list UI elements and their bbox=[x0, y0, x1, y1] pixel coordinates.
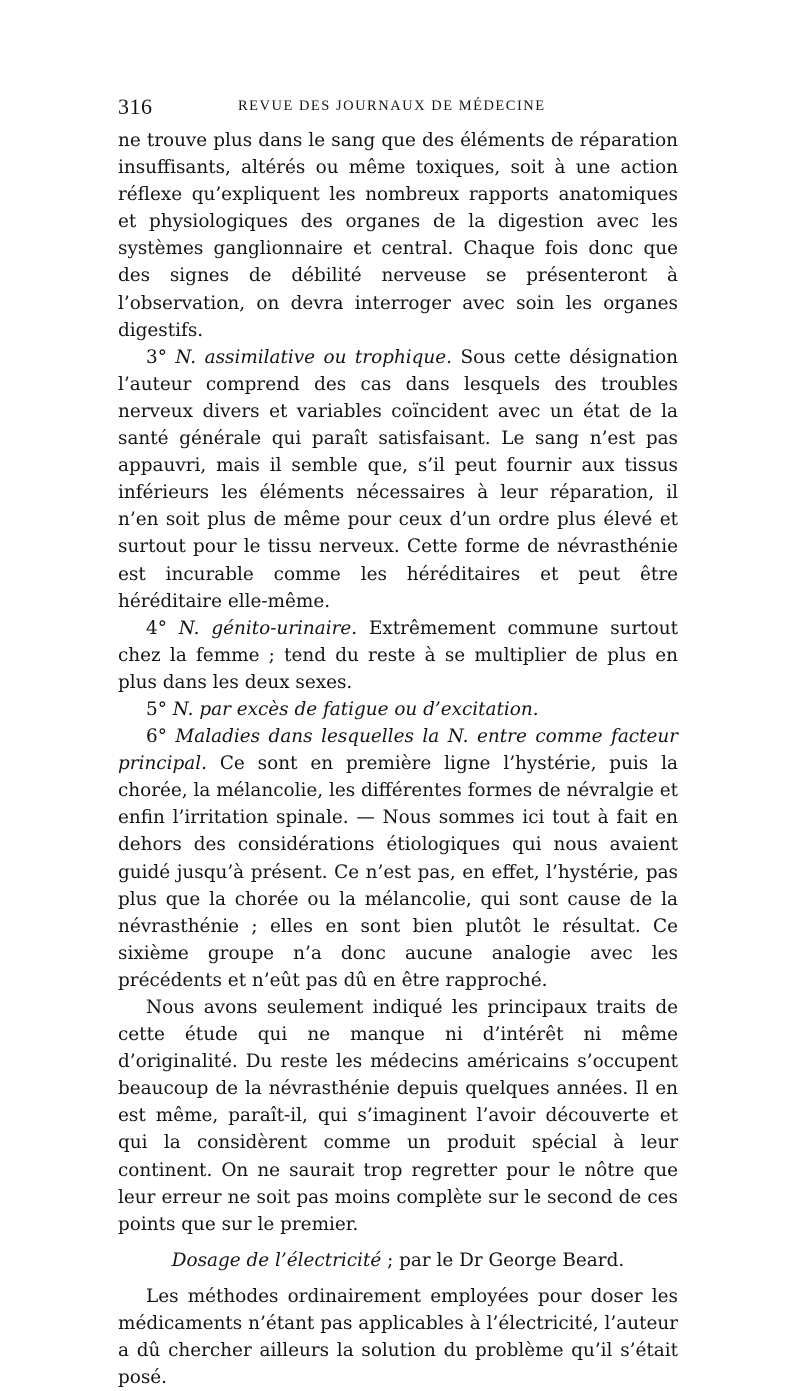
paragraph-item-5 bbox=[118, 696, 678, 723]
item-label: N. assimilative ou trophique. bbox=[175, 346, 453, 368]
item-label: Maladies dans lesquelles la N. entre comme facteur principal. bbox=[118, 726, 678, 775]
item-label: N. par excès de fatigue ou d’excitation. bbox=[172, 698, 539, 720]
paragraph-item-4 bbox=[118, 615, 678, 696]
section-title-author: ; par le Dr George Beard. bbox=[381, 1249, 625, 1271]
paragraph-conclusion: Nous avons seulement indiqué les principaux traits de cette étude qui ne manque ni d’intérêt ni même d’originalité. Du reste les médecins américains s’occupent beaucoup de la névrasthénie depuis quelques années. Il en est même, paraît-il, qui s’imaginent l’avoir découverte et qui la considèrent comme un produit spécial à leur continent. On ne saurait trop regretter pour le nôtre que leur erreur ne soit pas moins complète sur le second de ces points que sur le premier. bbox=[118, 997, 678, 1235]
paragraph-continuation: ne trouve plus dans le sang que des éléments de réparation insuffisants, altérés ou même toxiques, soit à une action réflexe qu’expliquent les nombreux rapports anatomiques et physiologiques des organes de la digestion avec les systèmes ganglionnaire et central. Chaque fois donc que des signes de débilité nerveuse se présenteront à l’observation, on devra interroger avec soin les organes digestifs. bbox=[118, 130, 678, 341]
item-number: 4° bbox=[146, 617, 179, 639]
body-text bbox=[118, 127, 678, 1391]
item-label: N. génito-urinaire. bbox=[178, 617, 358, 639]
page-header bbox=[118, 94, 678, 124]
item-number: 3° bbox=[146, 346, 176, 368]
paragraph-dosage: Les méthodes ordinairement employées pour doser les médicaments n’étant pas applicables à l’électricité, l’auteur a dû chercher ailleurs la solution du problème qu’il s’était posé. bbox=[118, 1285, 678, 1389]
item-text: Ce sont en première ligne l’hystérie, puis la chorée, la mélancolie, les différentes formes de névralgie et enfin l’irritation spinale. — Nous sommes ici tout à fait en dehors des considérations étiologiques qui nous avaient guidé jusqu’à présent. Ce n’est pas, en effet, l’hystérie, pas plus que la chorée ou la mélancolie, qui sont cause de la névrasthénie ; elles en sont bien plutôt le résultat. Ce sixième groupe n’a donc aucune analogie avec les précédents et n’eût pas dû en être rapproché. bbox=[118, 753, 678, 991]
section-title-text: Dosage de l’électricité bbox=[171, 1249, 382, 1271]
page-number: 316 bbox=[118, 94, 153, 119]
item-text: Extrêmement commune surtout chez la femme ; tend du reste à se multiplier de plus en plus dans les deux sexes. bbox=[118, 617, 678, 693]
paragraph-item-6 bbox=[118, 723, 678, 994]
item-text: Sous cette désignation l’auteur comprend des cas dans lesquels des troubles nerveux divers et variables coïncident avec un état de la santé générale qui paraît satisfaisant. Le sang n’est pas appauvri, mais il semble que, s’il peut fournir aux tissus inférieurs les éléments nécessaires à leur réparation, il n’en soit plus de même pour ceux d’un ordre plus élevé et surtout pour le tissu nerveux. Cette forme de névrasthénie est incurable comme les héréditaires et peut être héréditaire elle-même. bbox=[118, 346, 678, 612]
item-number: 6° bbox=[146, 726, 176, 748]
item-number: 5° bbox=[146, 698, 173, 720]
paragraph-item-3 bbox=[118, 344, 678, 615]
running-head: REVUE DES JOURNAUX DE MÉDECINE bbox=[238, 98, 546, 114]
